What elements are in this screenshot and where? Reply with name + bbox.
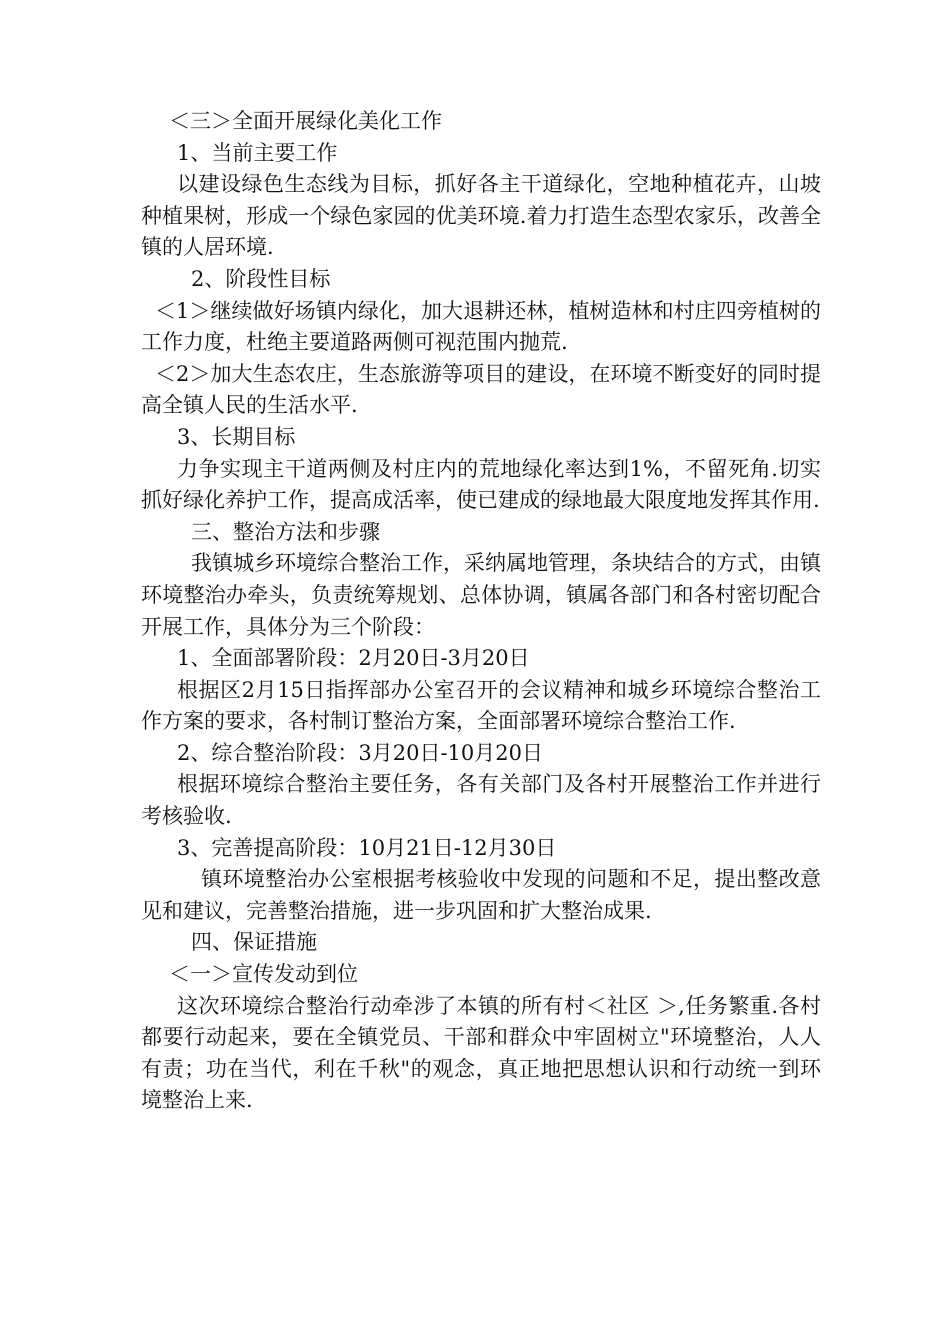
subheading-current-work: 1、当前主要工作	[177, 140, 338, 165]
subheading-long-term-goals: 3、长期目标	[177, 424, 296, 449]
paragraph-phase-3: 镇环境整治办公室根据考核验收中发现的问题和不足，提出整改意见和建议，完善整治措施，进一步巩固和扩大整治成果.	[141, 867, 821, 923]
subheading-phase-1: 1、全面部署阶段：2月20日-3月20日	[177, 646, 530, 671]
paragraph-long-term-goals: 力争实现主干道两侧及村庄内的荒地绿化率达到1%，不留死角.切实抓好绿化养护工作，提高成活率，使已建成的绿地最大限度地发挥其作用.	[141, 456, 821, 513]
paragraph-phase-2: 根据环境综合整治主要任务，各有关部门及各村开展整治工作并进行考核验收.	[141, 772, 821, 829]
subheading-phase-2: 2、综合整治阶段：3月20日-10月20日	[177, 740, 543, 765]
paragraph-phase-1: 根据区2月15日指挥部办公室召开的会议精神和城乡环境综合整治工作方案的要求，各村制订整治方案，全面部署环境综合整治工作.	[141, 677, 821, 734]
paragraph-stage-goal-2: ＜2＞加大生态农庄，生态旅游等项目的建设，在环境不断变好的同时提高全镇人民的生活水平.	[141, 361, 821, 418]
subheading-publicity: ＜一＞宣传发动到位	[169, 962, 358, 987]
section-heading-greening: ＜三＞全面开展绿化美化工作	[169, 109, 442, 133]
paragraph-stage-goal-1: ＜1＞继续做好场镇内绿化，加大退耕还林，植树造林和村庄四旁植树的工作力度，杜绝主要道路两侧可视范围内抛荒.	[141, 298, 821, 355]
paragraph-methods: 我镇城乡环境综合整治工作，采纳属地管理，条块结合的方式，由镇环境整治办牵头，负责统筹规划、总体协调，镇属各部门和各村密切配合开展工作，具体分为三个阶段：	[141, 551, 821, 639]
subheading-phase-3: 3、完善提高阶段：10月21日-12月30日	[177, 835, 557, 860]
section-heading-methods: 三、整治方法和步骤	[191, 519, 380, 544]
section-heading-measures: 四、保证措施	[191, 930, 317, 955]
paragraph-publicity: 这次环境综合整治行动牵涉了本镇的所有村＜社区 ＞,任务繁重.各村都要行动起来，要在全镇党员、干部和群众中牢固树立"环境整治，人人有责；功在当代，利在千秋"的观念，真正地把思想认识和行动统一到环境整治上来.	[141, 993, 821, 1113]
subheading-stage-goals: 2、阶段性目标	[191, 266, 331, 291]
document-body	[141, 106, 821, 1117]
paragraph-current-work: 以建设绿色生态线为目标，抓好各主干道绿化，空地种植花卉，山坡种植果树，形成一个绿色家园的优美环境.着力打造生态型农家乐，改善全镇的人居环境.	[141, 172, 821, 260]
